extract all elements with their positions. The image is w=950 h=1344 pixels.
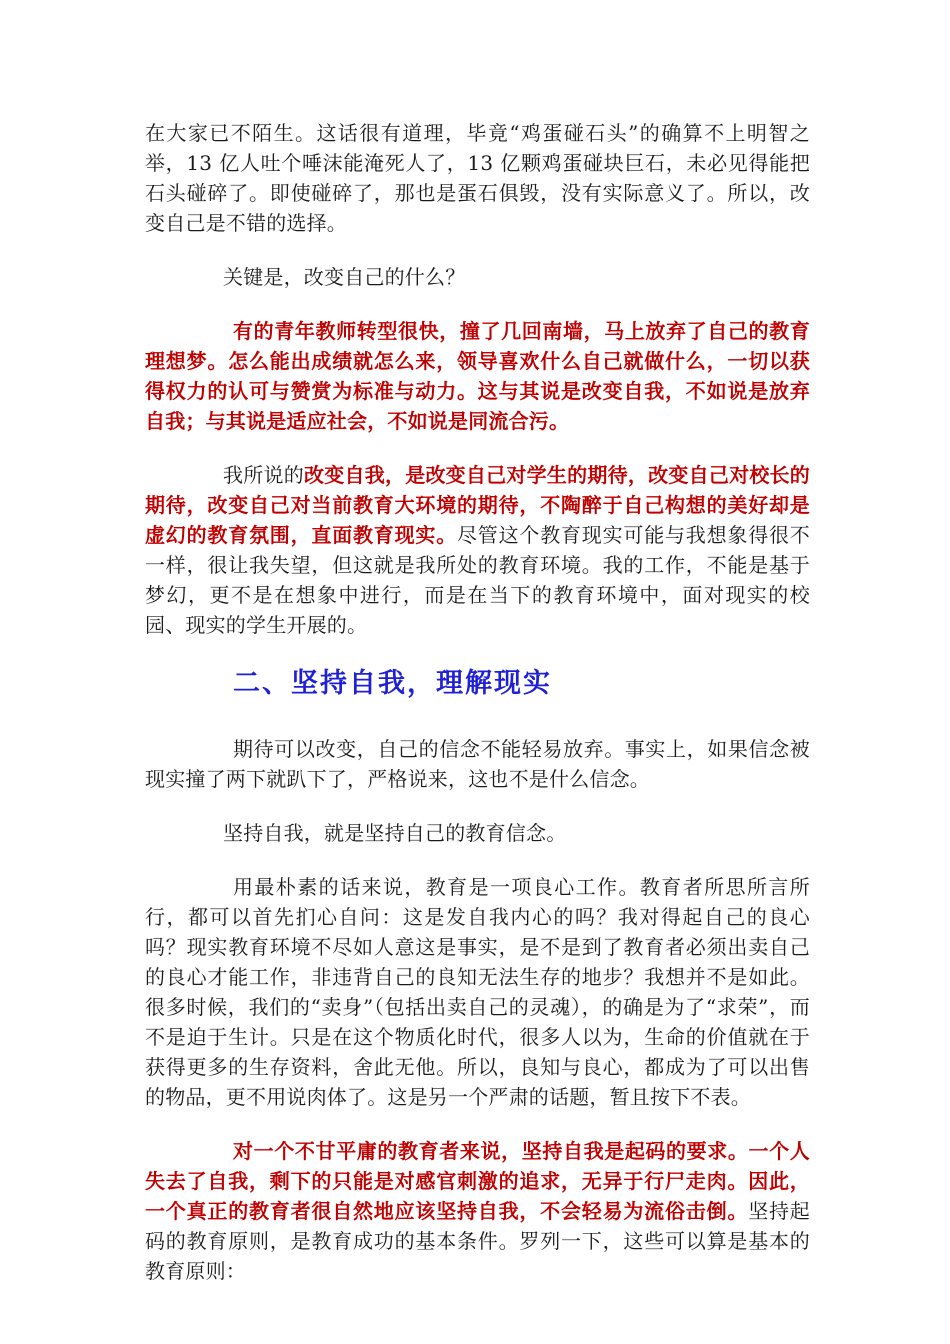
paragraph-7: 用最朴素的话来说，教育是一项良心工作。教育者所思所言所行，都可以首先扪心自问：这是发自我内心的吗？我对得起自己的良心吗？现实教育环境不尽如人意这是事实，是不是到了教育者必须出卖自己的良心才能工作，非违背自己的良知无法生存的地步？我想并不是如此。很多时候，我们的“卖身”（包括出卖自己的灵魂），的确是为了“求荣”，而不是迫于生计。只是在这个物质化时代，很多人以为，生命的价值就在于获得更多的生存资料，舍此无他。所以，良知与良心，都成为了可以出售的物品，更不用说肉体了。这是另一个严肃的话题，暂且按下不表。	[145, 875, 810, 1109]
paragraph-8-tail: 坚持起码的教育原则，是教育成功的基本条件。罗列一下，这些可以算是基本的教育原则：	[145, 1199, 810, 1283]
paragraph-2: 关键是，改变自己的什么？	[223, 265, 466, 289]
paragraph-8-highlight: 对一个不甘平庸的教育者来说，坚持自我是起码的要求。一个人失去了自我，剩下的只能是对感官刺激的追求，无异于行尸走肉。因此，一个真正的教育者很自然地应该坚持自我，不会轻易为流俗击倒。	[145, 1139, 810, 1223]
paragraph-4-highlight: 改变自我，是改变自己对学生的期待，改变自己对校长的期待，改变自己对当前教育大环境的期待，不陶醉于自己构想的美好却是虚幻的教育氛围，直面教育现实。	[145, 463, 811, 547]
paragraph-1: 在大家已不陌生。这话很有道理，毕竟“鸡蛋碰石头”的确算不上明智之举，13 亿人吐个唾沫能淹死人了，13 亿颗鸡蛋碰块巨石，未必见得能把石头碰碎了。即使碰碎了，那也是蛋石俱毁，没有实际意义了。所以，改变自己是不错的选择。	[145, 121, 810, 235]
document-page	[145, 118, 810, 1310]
paragraph-6: 坚持自我，就是坚持自己的教育信念。	[223, 821, 567, 845]
paragraph-4-tail: 尽管这个教育现实可能与我想象得很不一样，很让我失望，但这就是我所处的教育环境。我的工作，不能是基于梦幻，更不是在想象中进行，而是在当下的教育环境中，面对现实的校园、现实的学生开展的。	[145, 523, 810, 637]
paragraph-4	[145, 460, 810, 640]
paragraph-5: 期待可以改变，自己的信念不能轻易放弃。事实上，如果信念被现实撞了两下就趴下了，严格说来，这也不是什么信念。	[145, 737, 810, 791]
section-heading: 二、坚持自我，理解现实	[233, 668, 552, 699]
paragraph-4-lead: 我所说的	[223, 463, 304, 487]
paragraph-3-highlight: 有的青年教师转型很快，撞了几回南墙，马上放弃了自己的教育理想梦。怎么能出成绩就怎么来，领导喜欢什么自己就做什么，一切以获得权力的认可与赞赏为标准与动力。这与其说是改变自我，不如说是放弃自我；与其说是适应社会，不如说是同流合污。	[145, 319, 810, 433]
paragraph-8	[145, 1136, 810, 1286]
